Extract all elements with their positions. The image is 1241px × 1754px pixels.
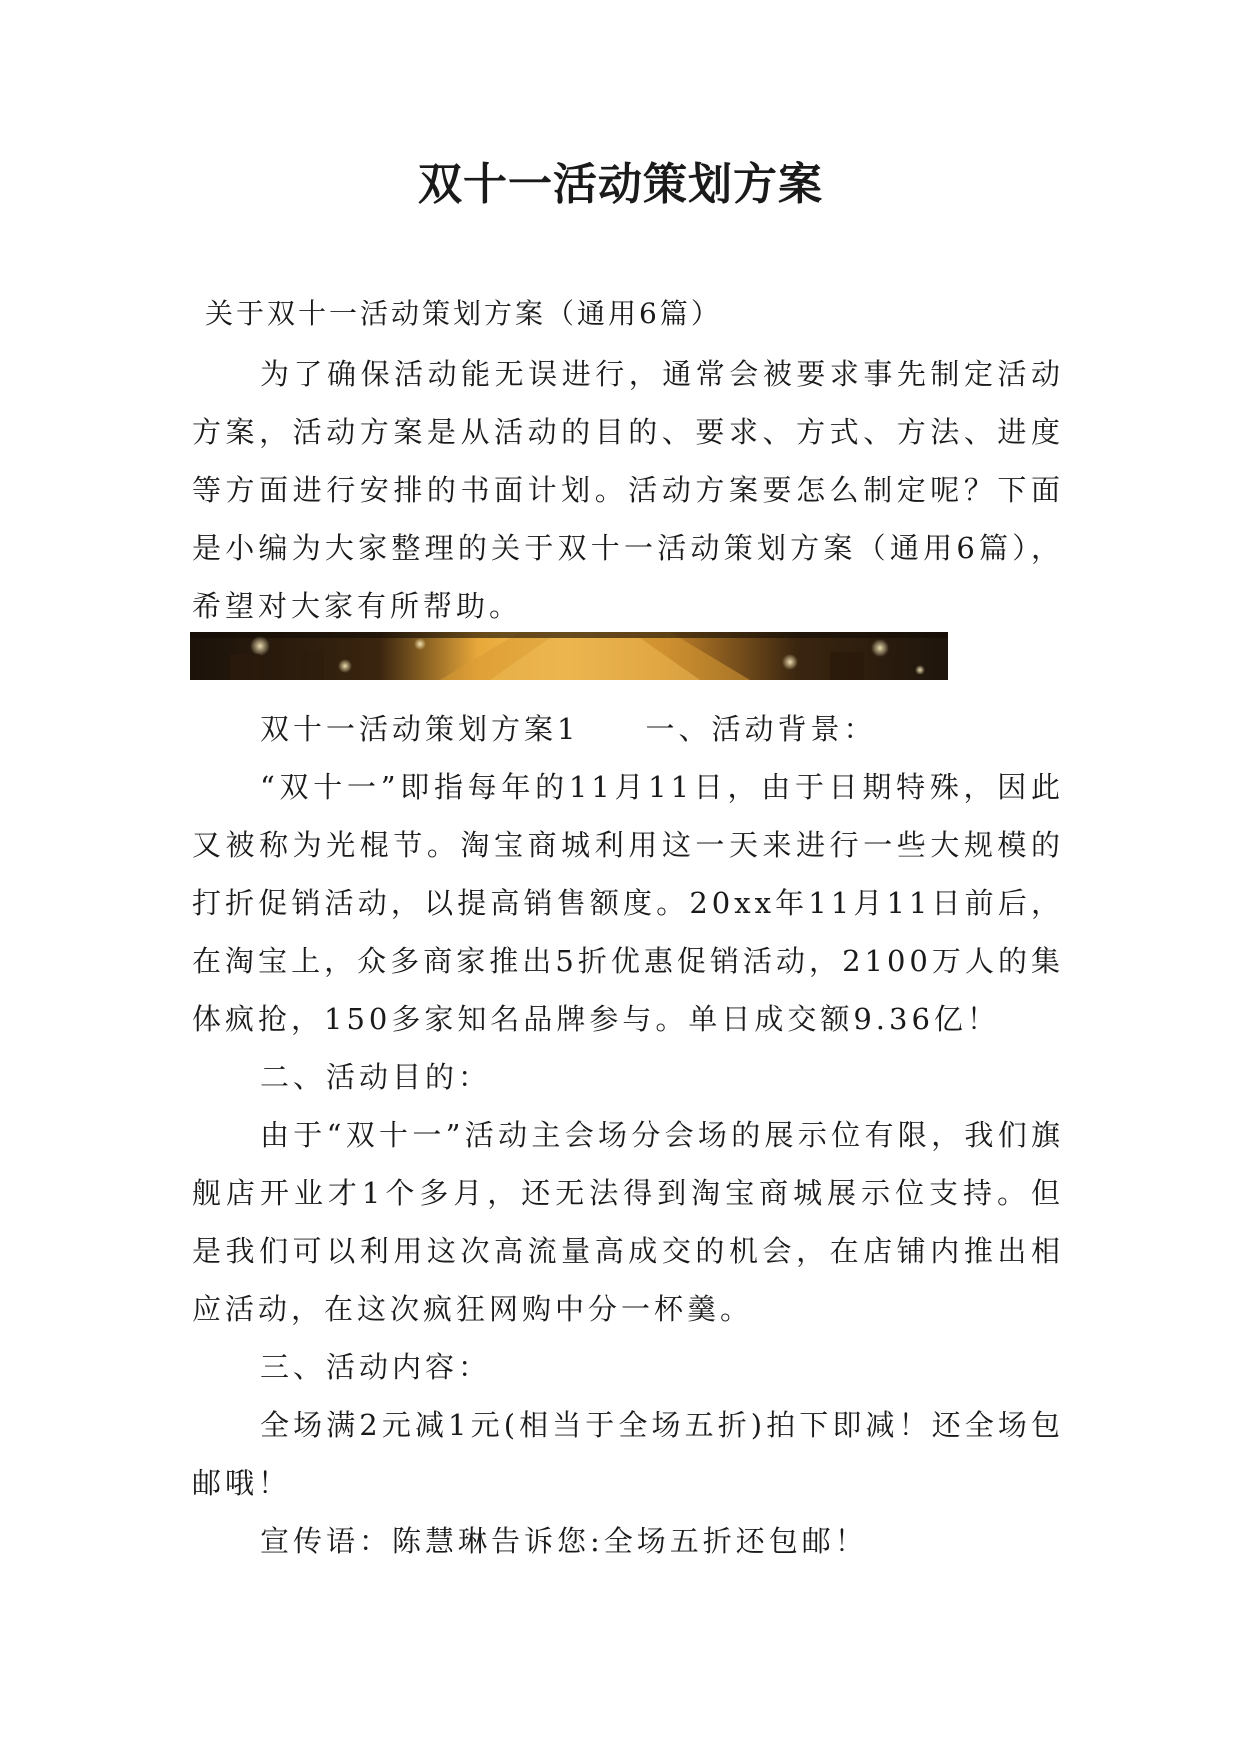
content-paragraph: 全场满2元减1元(相当于全场五折)拍下即减！还全场包邮哦！ [192, 1408, 1064, 1500]
banner-image [190, 632, 948, 680]
document-title: 双十一活动策划方案 [418, 159, 823, 210]
content-heading: 三、活动内容： [260, 1350, 492, 1384]
background-paragraph: “双十一”即指每年的11月11日，由于日期特殊，因此又被称为光棍节。淘宝商城利用这一天来进行一些大规模的打折促销活动，以提高销售额度。20xx年11月11日前后，在淘宝上，众多商家推出5折优惠促销活动，2100万人的集体疯抢，150多家知名品牌参与。单日成交额9.36亿！ [192, 770, 1064, 1036]
goal-paragraph: 由于“双十一”活动主会场分会场的展示位有限，我们旗舰店开业才1个多月，还无法得到淘宝商城展示位支持。但是我们可以利用这次高流量高成交的机会，在店铺内推出相应活动，在这次疯狂网购中分一杯羹。 [192, 1118, 1064, 1326]
section1-heading: 双十一活动策划方案1 一、活动背景： [260, 712, 877, 746]
goal-heading: 二、活动目的： [260, 1060, 492, 1094]
slogan-paragraph: 宣传语：陈慧琳告诉您:全场五折还包邮！ [260, 1524, 868, 1558]
document-subtitle: 关于双十一活动策划方案（通用6篇） [205, 297, 722, 330]
intro-paragraph: 为了确保活动能无误进行，通常会被要求事先制定活动方案，活动方案是从活动的目的、要求、方式、方法、进度等方面进行安排的书面计划。活动方案要怎么制定呢？下面是小编为大家整理的关于双十一活动策划方案（通用6篇），希望对大家有所帮助。 [192, 357, 1064, 623]
